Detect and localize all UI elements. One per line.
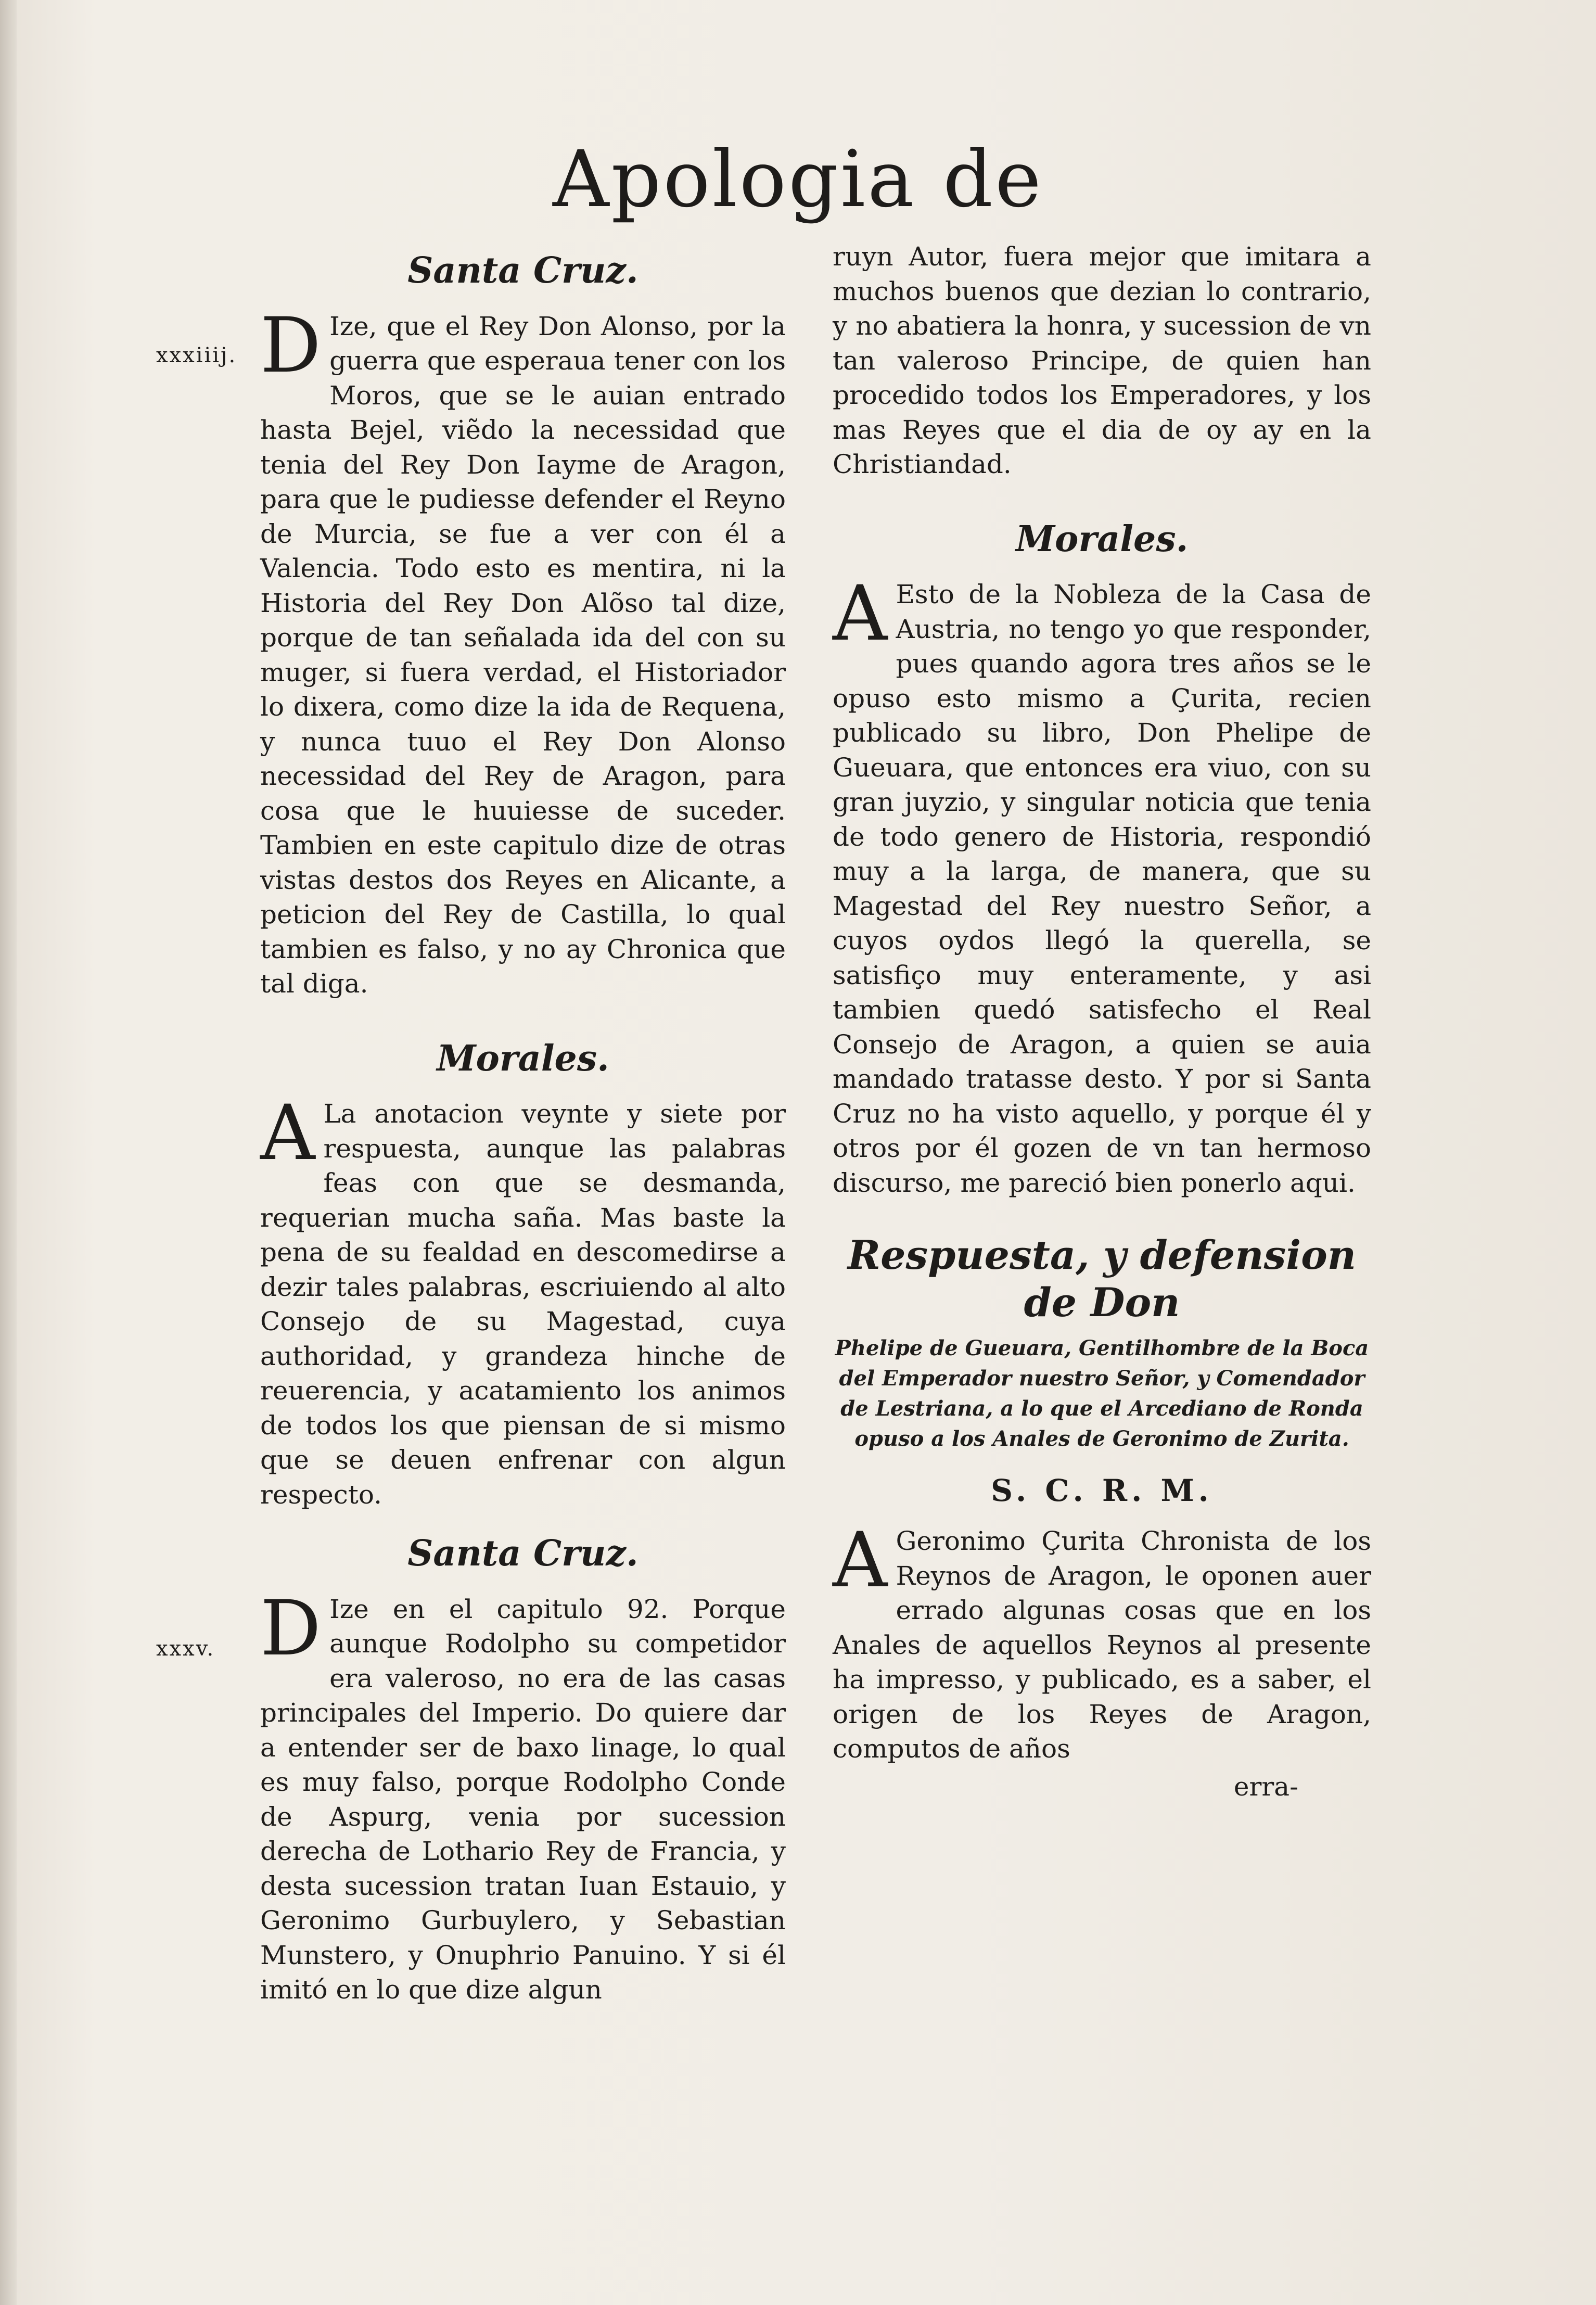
paragraph-morales-1: [260, 1089, 786, 1512]
drop-cap: A: [833, 569, 888, 658]
salutation-scrm: S. C. R. M.: [991, 1473, 1213, 1509]
paragraph-text: Esto de la Nobleza de la Casa de Austria, no tengo yo que responder, pues quando agora tres años se le opuso esto mismo a Çurita, recien publicado su libro, Don Phelipe de Gueuara, que entonces era viuo, con su gran juyzio, y singular noticia que tenia de todo genero de Historia, respondió muy a la larga, de manera, que su Magestad del Rey nuestro Señor, a cuyos oydos llegó la querella, se satisfiço muy enteramente, y asi tambien quedó satisfecho el Real Consejo de Aragon, a quien se auia mandado tratasse desto. Y por si Santa Cruz no ha visto aquello, y porque él y otros por él gozen de vn tan hermoso discurso, me pareció bien ponerlo aqui.: [833, 579, 1371, 1198]
paragraph-morales-2: [833, 569, 1371, 1200]
paragraph-text: Geronimo Çurita Chronista de los Reynos de Aragon, le oponen auer errado algunas cosas que en los Anales de aquellos Reynos al presente ha impresso, y publicado, es a saber, el origen de los Reyes de Aragon, computos de años: [833, 1526, 1371, 1764]
paragraph-continuation: ruyn Autor, fuera mejor que imitara a muchos buenos que dezian lo contrario, y no abatiera la honra, y sucession de vn tan valeroso Principe, de quien han procedido todos los Emperadores, y los mas Reyes que el dia de oy ay en la Christiandad.: [833, 241, 1371, 479]
paragraph-santa-cruz-1: [260, 301, 786, 1001]
heading-morales-1: Morales.: [437, 1037, 609, 1079]
subheading-phelipe-de-gueuara: Phelipe de Gueuara, Gentilhombre de la Boca del Emperador nuestro Señor, y Comendador de Lestriana, a lo que el Arcediano de Ronda opuso a los Anales de Geronimo de Zurita.: [835, 1336, 1369, 1451]
drop-cap: A: [833, 1516, 888, 1605]
heading-santa-cruz-2: Santa Cruz.: [407, 1533, 639, 1575]
left-column: [260, 239, 786, 2007]
paragraph-text: La anotacion veynte y siete por respuesta, aunque las palabras feas con que se desmanda, requerian mucha saña. Mas baste la pena de su fealdad en descomedirse a dezir tales palabras, escriuiendo al alto Consejo de su Magestad, cuya authoridad, y grandeza hinche de reuerencia, y acatamiento los animos de todos los que piensan de si mismo que se deuen enfrenar con algun respecto.: [260, 1099, 786, 1510]
drop-cap: D: [260, 1584, 322, 1673]
paragraph-text: Ize en el capitulo 92. Porque aunque Rodolpho su competidor era valeroso, no era de las casas principales del Imperio. Do quiere dar a entender ser de baxo linage, lo qual es muy falso, porque Rodolpho Conde de Aspurg, venia por sucession derecha de Lothario Rey de Francia, y desta sucession tratan Iuan Estauio, y Geronimo Gurbuylero, y Sebastian Munstero, y Onuphrio Panuino. Y si él imitó en lo que dize algun: [260, 1594, 786, 2005]
right-column: [833, 239, 1371, 1804]
margin-note-xxxiiij: xxxiiij.: [156, 343, 237, 367]
catchword: erra-: [1233, 1771, 1298, 1802]
page-title: Apologia de: [553, 134, 1043, 225]
paragraph-santa-cruz-2: [260, 1584, 786, 2007]
drop-cap: D: [260, 301, 322, 390]
margin-note-xxxv: xxxv.: [156, 1637, 215, 1661]
paragraph-respuesta: [833, 1516, 1371, 1766]
heading-santa-cruz-1: Santa Cruz.: [407, 250, 639, 291]
drop-cap: A: [260, 1089, 315, 1178]
heading-respuesta: Respuesta, y defension de Don: [847, 1232, 1357, 1326]
paragraph-text: Ize, que el Rey Don Alonso, por la guerra que esperaua tener con los Moros, que se le auian entrado hasta Bejel, viẽdo la necessidad que tenia del Rey Don Iayme de Aragon, para que le pudiesse defender el Reyno de Murcia, se fue a ver con él a Valencia. Todo esto es mentira, ni la Historia del Rey Don Alõso tal dize, porque de tan señalada ida del con su muger, si fuera verdad, el Historiador lo dixera, como dize la ida de Requena, y nunca tuuo el Rey Don Alonso necessidad del Rey de Aragon, para cosa que le huuiesse de suceder. Tambien en este capitulo dize de otras vistas destos dos Reyes en Alicante, a peticion del Rey de Castilla, lo qual tambien es falso, y no ay Chronica que tal diga.: [260, 311, 786, 999]
heading-morales-2: Morales.: [1015, 518, 1189, 560]
page-binding-edge: [0, 0, 17, 2305]
